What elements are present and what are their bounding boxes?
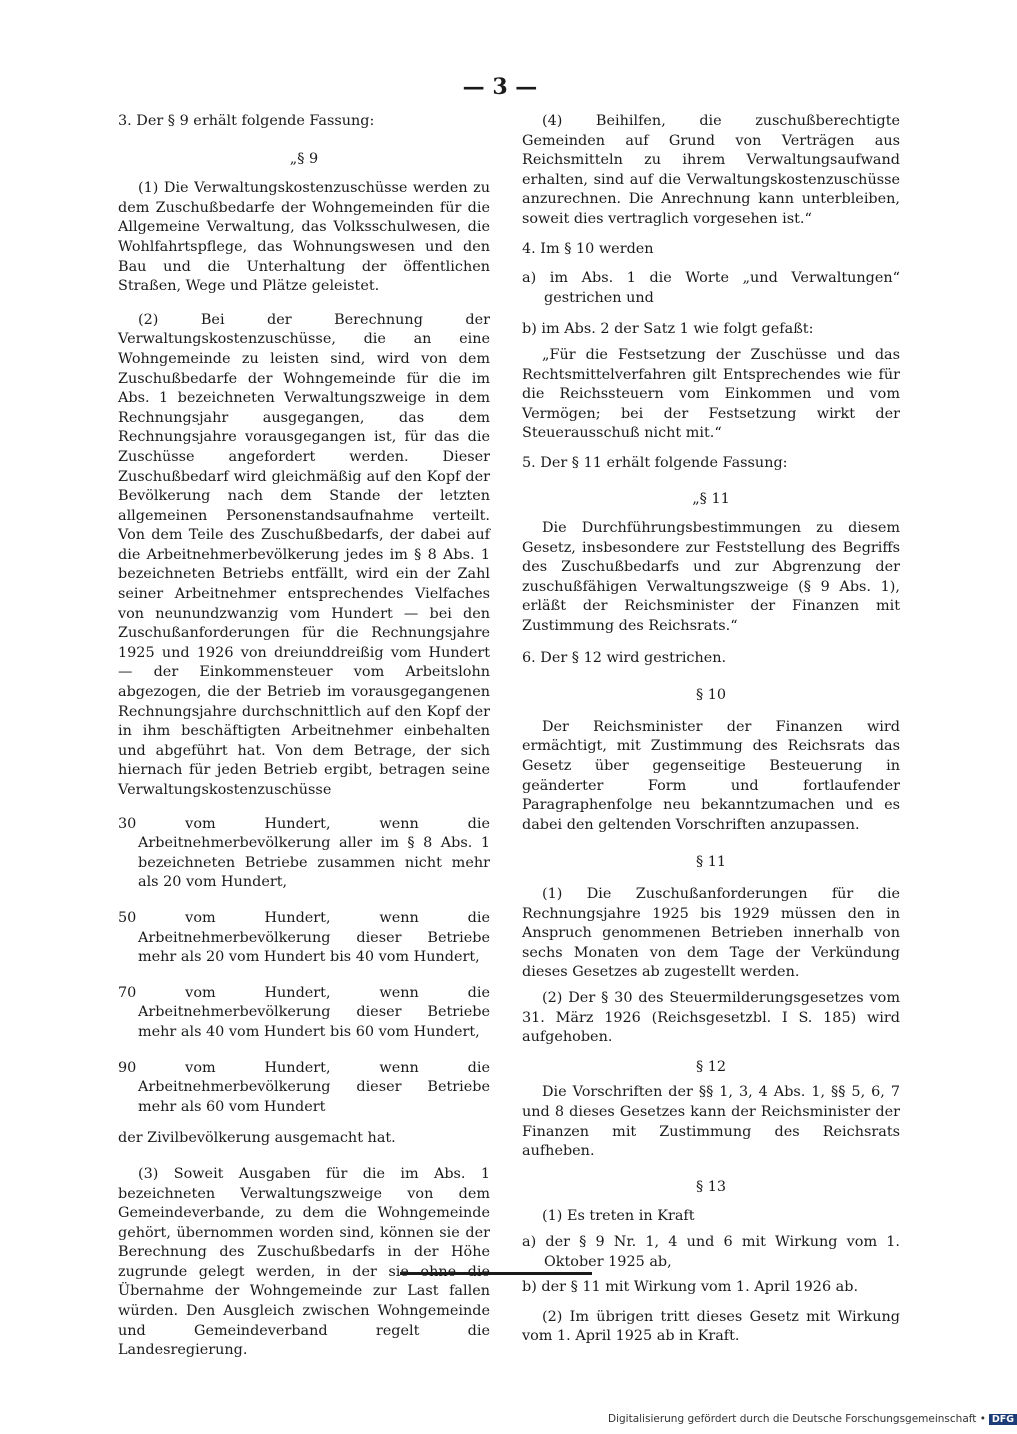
section-13-item-b: b) der § 11 mit Wirkung vom 1. April 1926 ab. <box>522 1279 859 1296</box>
rates-tail: der Zivilbevölkerung ausgemacht hat. <box>118 1130 396 1147</box>
section-11-paragraph-2: (2) Der § 30 des Steuermilderungsgesetzes vom 31. März 1926 (Reichsgesetzbl. I S. 185) wird aufgehoben. <box>522 989 900 1046</box>
section-9-paragraph-1: (1) Die Verwaltungskostenzuschüsse werden zu dem Zuschußbedarfe der Wohngemeinden für die Allgemeine Verwaltung, das Volksschulwesen, die Wohlfahrtspflege, das Wohnungswesen und den Bau und die Unterhaltung der öffentlichen Straßen, Wege und Plätze geleistet. <box>118 180 490 295</box>
end-divider <box>400 1272 592 1275</box>
section-11-new-heading: „§ 11 <box>692 490 730 507</box>
item-4a: a) im Abs. 1 die Worte „und Verwaltungen“ gestrichen und <box>522 270 900 306</box>
section-11-heading: § 11 <box>695 854 727 871</box>
section-13-heading: § 13 <box>695 1178 727 1195</box>
dfg-logo: DFG <box>989 1414 1017 1425</box>
footer <box>608 1413 1017 1425</box>
section-9-paragraph-2: (2) Bei der Berechnung der Verwaltungskostenzuschüsse, die an eine Wohngemeinde zu leisten sind, wird von dem Zuschußbedarfe der Wohngemeinde für die im Abs. 1 bezeichneten Verwaltungszweige in dem Rechnungsjahr ausgegangen, das dem Rechnungsjahre vorausgegangen ist, für das die Zuschüsse angefordert werden. Dieser Zuschußbedarf wird gleichmäßig auf den Kopf der Bevölkerung nach dem Stande der letzten allgemeinen Personenstandsaufnahme verteilt. Von dem Teile des Zuschußbedarfs, der dabei auf die Arbeitnehmerbevölkerung jedes im § 8 Abs. 1 bezeichneten Betriebs entfällt, wird ein der Zahl seiner Arbeitnehmer entsprechendes Vielfaches von neunundzwanzig vom Hundert — bei den Zuschußanforderungen für die Rechnungsjahre 1925 und 1926 von dreiunddreißig vom Hundert — der Einkommensteuer vom Arbeitslohn abgezogen, die der Betrieb im vorausgegangenen Rechnungsjahre durchschnittlich auf den Kopf der in ihm beschäftigten Arbeitnehmer einbehalten und abgeführt hat. Von dem Betrage, der sich hiernach für jeden Betrieb ergibt, betragen seine Verwaltungskostenzuschüsse <box>118 311 490 798</box>
section-9-paragraph-3: (3) Soweit Ausgaben für die im Abs. 1 bezeichneten Verwaltungszweige von dem Gemeindeverbande, zu dem die Wohngemeinde gehört, übernommen worden sind, können sie der Berechnung des Zuschußbedarfs in der Höhe zugrunde gelegt werden, in der sie ohne die Übernahme der Wohngemeinde zur Last fallen würden. Den Ausgleich zwischen Wohngemeinde und Gemeindeverband regelt die Landesregierung. <box>118 1165 490 1359</box>
rate-item-70: 70 vom Hundert, wenn die Arbeitnehmerbevölkerung dieser Betriebe mehr als 40 vom Hundert bis 60 vom Hundert, <box>118 984 490 1040</box>
section-12-text: Die Vorschriften der §§ 1, 3, 4 Abs. 1, §§ 5, 6, 7 und 8 dieses Gesetzes kann der Reichsminister der Finanzen mit Zustimmung des Reichsrats aufheben. <box>522 1084 900 1160</box>
item-4b-quote: „Für die Festsetzung der Zuschüsse und das Rechtsmittelverfahren gilt Entsprechendes wie für die Reichssteuern vom Einkommen und vom Vermögen; bei der Festsetzung wirkt der Steuerausschuß nicht mit.“ <box>522 346 900 442</box>
item-4b: b) im Abs. 2 der Satz 1 wie folgt gefaßt: <box>522 321 814 338</box>
section-11-paragraph-1: (1) Die Zuschußanforderungen für die Rechnungsjahre 1925 bis 1929 müssen den in Anspruch genommenen Betrieben innerhalb von sechs Monaten von dem Tage der Verkündung dieses Gesetzes ab zugestellt werden. <box>522 886 900 981</box>
right-column <box>522 112 900 1347</box>
rate-item-50: 50 vom Hundert, wenn die Arbeitnehmerbevölkerung dieser Betriebe mehr als 20 vom Hundert bis 40 vom Hundert, <box>118 909 490 966</box>
left-column <box>118 112 490 1361</box>
rate-item-30: 30 vom Hundert, wenn die Arbeitnehmerbevölkerung aller im § 8 Abs. 1 bezeichneten Betriebe zusammen nicht mehr als 20 vom Hundert, <box>118 815 490 891</box>
section-9-paragraph-4: (4) Beihilfen, die zuschußberechtigte Gemeinden auf Grund von Verträgen aus Reichsmitteln zu ihrem Verwaltungsaufwand erhalten, sind auf die Verwaltungskostenzuschüsse anzurechnen. Die Anrechnung kann unterbleiben, soweit dies vertraglich vorgesehen ist.“ <box>522 113 900 227</box>
section-10-text: Der Reichsminister der Finanzen wird ermächtigt, mit Zustimmung des Reichsrats das Gesetz über gegenseitige Besteuerung in geänderter Form und fortlaufender Paragraphenfolge neu bekanntzumachen und es dabei den geltenden Vorschriften anzupassen. <box>522 718 900 833</box>
section-13-paragraph-2: (2) Im übrigen tritt dieses Gesetz mit Wirkung vom 1. April 1925 ab in Kraft. <box>522 1308 900 1345</box>
section-11-new-text: Die Durchführungsbestimmungen zu diesem Gesetz, insbesondere zur Feststellung des Begriffs des Zuschußbedarfs und zur Abgrenzung der zuschußfähigen Verwaltungszweige (§ 9 Abs. 1), erläßt der Reichsminister der Finanzen mit Zustimmung des Reichsrats.“ <box>522 520 900 635</box>
section-13-paragraph-1: (1) Es treten in Kraft <box>542 1208 695 1225</box>
footer-text: Digitalisierung gefördert durch die Deutsche Forschungsgemeinschaft • <box>608 1413 986 1425</box>
section-12-heading: § 12 <box>695 1058 727 1075</box>
item-3-intro: 3. Der § 9 erhält folgende Fassung: <box>118 113 375 129</box>
item-6: 6. Der § 12 wird gestrichen. <box>522 649 727 666</box>
section-9-heading: „§ 9 <box>289 150 319 167</box>
item-4-intro: 4. Im § 10 werden <box>522 240 654 257</box>
rate-item-90: 90 vom Hundert, wenn die Arbeitnehmerbevölkerung dieser Betriebe mehr als 60 vom Hundert <box>118 1059 490 1115</box>
section-10-heading: § 10 <box>695 687 727 704</box>
page-number: — 3 — <box>462 74 538 100</box>
section-13-item-a: a) der § 9 Nr. 1, 4 und 6 mit Wirkung vom 1. Oktober 1925 ab, <box>522 1233 900 1270</box>
item-5-intro: 5. Der § 11 erhält folgende Fassung: <box>522 454 788 471</box>
